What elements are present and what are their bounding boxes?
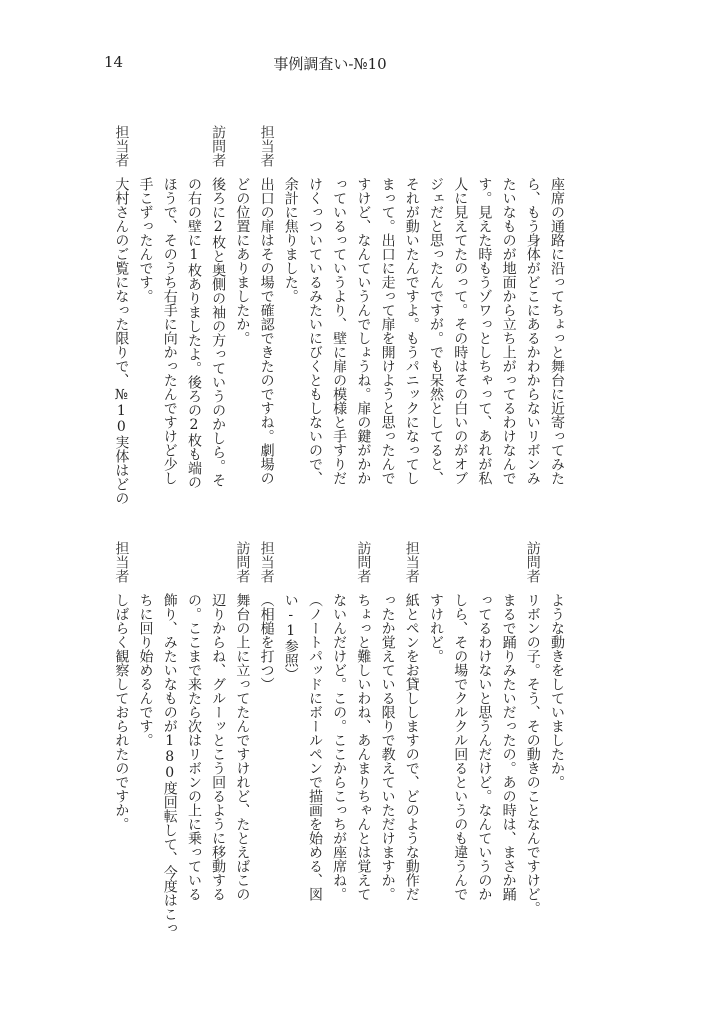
transcript-line (206, 541, 230, 921)
line-text: しら、その場でクルクル回るというのも違うんで (452, 593, 469, 901)
transcript-line (109, 541, 133, 921)
line-text: 座席の通路に沿ってちょっと舞台に近寄ってみた (549, 177, 565, 485)
line-text: すけど、なんていうんでしょうね。扉の鍵がかか (355, 177, 372, 485)
line-text: 大村さんのご覧になった限りで、№10実体はどの (113, 177, 130, 505)
transcript-line (254, 541, 278, 921)
page-number: 14 (104, 53, 124, 71)
line-text: まるで踊りみたいだったの。あの時は、まさか踊 (500, 593, 517, 901)
transcript-line (109, 125, 133, 505)
transcript-line (327, 125, 351, 505)
line-text: 後ろに2枚と奥側の袖の方っていうのかしら。そ (210, 177, 227, 487)
line-text: 余計に焦りました。 (282, 177, 299, 303)
line-text: （ノートパッドにボールペンで描画を始める、図 (306, 593, 323, 901)
lower-transcript-block (109, 541, 569, 935)
transcript-line (375, 541, 399, 921)
speaker-label: 訪問者 (355, 541, 372, 583)
transcript-line (472, 541, 496, 921)
speaker-label: 担当者 (403, 541, 420, 583)
transcript-line (327, 541, 351, 921)
transcript-line (545, 125, 569, 505)
speaker-label: 担当者 (258, 125, 275, 167)
line-text: ったか覚えている限りで教えていただけますか。 (379, 593, 396, 901)
line-text: 手こずったんです。 (137, 177, 154, 303)
transcript-line (400, 541, 424, 921)
page-title: 事例調査い-№10 (273, 55, 387, 73)
line-text: ような動きをしていましたか。 (549, 593, 565, 789)
line-text: まって。出口に走って扉を開けようと思ったんで (379, 177, 396, 485)
transcript-line (254, 125, 278, 505)
speaker-label: 訪問者 (210, 125, 227, 167)
transcript-line (279, 541, 303, 921)
transcript-line (206, 125, 230, 505)
line-text: どの位置にありましたか。 (234, 177, 251, 345)
transcript-line (400, 125, 424, 505)
transcript-line (472, 125, 496, 505)
line-text: の右の壁に1枚ありましたよ。後ろの2枚も端の (185, 177, 202, 489)
transcript-line (424, 125, 448, 505)
transcript-line (230, 125, 254, 505)
line-text: （相槌を打つ） (258, 593, 275, 691)
line-text: 紙とペンをお貸ししますので、どのような動作だ (403, 593, 420, 901)
upper-transcript-block (109, 125, 569, 505)
line-text: 人に見えてたのって。その時はその白いのがオブ (452, 177, 469, 485)
transcript-line (182, 125, 206, 505)
line-text: 辺りからね、グルーッとこう回るように移動する (210, 593, 227, 901)
transcript-line (448, 541, 472, 921)
transcript-line (496, 125, 520, 505)
line-text: す。見えた時もうゾワっとしちゃって、あれが私 (476, 177, 493, 485)
transcript-line (303, 541, 327, 921)
line-text: っているっていうより、壁に扉の模様と手すりだ (331, 177, 348, 485)
line-text: たいなものが地面から立ち上がってるわけなんで (500, 177, 517, 485)
line-text: ないんだけど。この。ここからこっちが座席ね。 (331, 593, 348, 901)
speaker-label: 担当者 (113, 125, 130, 167)
speaker-label: 訪問者 (524, 541, 541, 583)
transcript-line (351, 125, 375, 505)
transcript-line (521, 541, 545, 921)
transcript-line (375, 125, 399, 505)
line-text: ジェだと思ったんですが。でも呆然としてると、 (427, 177, 444, 485)
line-text: すけれど。 (427, 593, 444, 663)
transcript-line (448, 125, 472, 505)
line-text: それが動いたんですよ。もうパニックになってし (403, 177, 420, 485)
transcript-line (158, 541, 182, 935)
transcript-line (158, 125, 182, 505)
transcript-line (521, 125, 545, 505)
line-text: ちょっと難しいわね、あんまりちゃんとは覚えて (355, 593, 372, 901)
speaker-label: 訪問者 (234, 541, 251, 583)
transcript-line (182, 541, 206, 921)
line-text: リボンの子。そう、その動きのことなんですけど。 (524, 593, 541, 915)
speaker-label: 担当者 (113, 541, 130, 583)
transcript-line (279, 125, 303, 505)
line-text: けくっついているみたいにびくともしないので、 (306, 177, 323, 485)
transcript-line (496, 541, 520, 921)
transcript-line (351, 541, 375, 921)
line-text: ちに回り始めるんです。 (137, 593, 154, 747)
transcript-line (303, 125, 327, 505)
line-text: い-1参照） (282, 593, 299, 681)
line-text: しばらく観察しておられたのですか。 (113, 593, 130, 831)
transcript-line (230, 541, 254, 921)
transcript-line (133, 541, 157, 921)
line-text: ら、もう身体がどこにあるかわからないリボンみ (524, 177, 541, 485)
line-text: の。ここまで来たら次はリボンの上に乗っている (185, 593, 202, 901)
transcript-line (424, 541, 448, 921)
line-text: 舞台の上に立ってたんですけれど、たとえばこの (234, 593, 251, 901)
transcript-line (133, 125, 157, 505)
line-text: 飾り、みたいなものが180度回転して、今度はこっ (161, 593, 178, 935)
line-text: 出口の扉はその場で確認できたのですね。劇場の (258, 177, 275, 485)
line-text: ほうで、そのうち右手に向かったんですけど少し (161, 177, 178, 485)
speaker-label: 担当者 (258, 541, 275, 583)
line-text: ってるわけないと思うんだけど。なんていうのか (476, 593, 493, 901)
transcript-line (545, 541, 569, 921)
